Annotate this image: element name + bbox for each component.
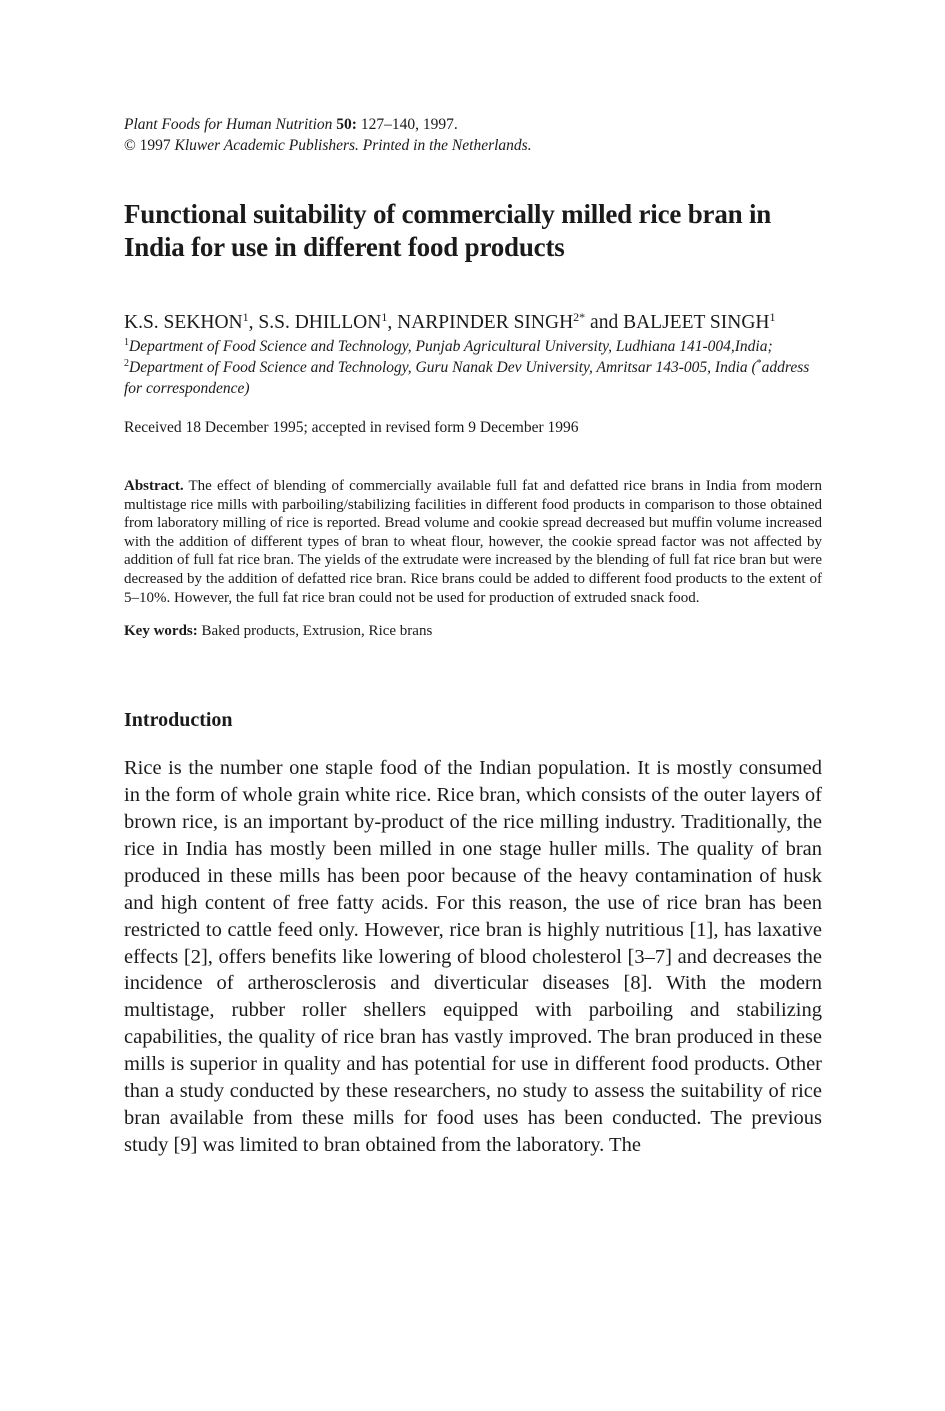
correspondence-mark: * <box>756 358 762 369</box>
abstract-text: The effect of blending of commercially available full fat and defatted rice brans in India from modern multistage rice mills with parboiling/stabilizing facilities in different food products in comparison to those obtained from laboratory milling of rice is reported. Bread volume and cookie spread decreased but muffin volume increased with the addition of different types of bran to wheat flour, however, the cookie spread factor was not affected by addition of full fat rice bran. The yields of the extrudate were increased by the blending of full fat rice bran but were decreased by the addition of defatted rice bran. Rice brans could be added to different food products to the extent of 5–10%. However, the full fat rice bran could not be used for production of extruded snack food. <box>124 478 822 606</box>
introduction-paragraph: Rice is the number one staple food of the Indian population. It is mostly consumed in the form of whole grain white rice. Rice bran, which consists of the outer layers of brown rice, is an important by-product of the rice milling industry. Traditionally, the rice in India has mostly been milled in one stage huller mills. The quality of bran produced in these mills has been poor because of the heavy contamination of husk and high content of free fatty acids. For this reason, the use of rice bran has been restricted to cattle feed only. However, rice bran is highly nutritious [1], has laxative effects [2], offers benefits like lowering of blood cholesterol [3–7] and decreases the incidence of artherosclerosis and diverticular diseases [8]. With the modern multistage, rubber roller shellers equipped with parboiling and stabilizing capabilities, the quality of rice bran has vastly improved. The bran produced in these mills is superior in quality and has potential for use in different food products. Other than a study conducted by these researchers, no study to assess the suitability of rice bran available from these mills for food uses has been conducted. The previous study [9] was limited to bran obtained from the laboratory. The <box>124 757 822 1156</box>
keywords-label: Key words: <box>124 623 198 640</box>
author-name: K.S. SEKHON <box>124 312 243 333</box>
affil-text: Department of Food Science and Technology, Guru Nanak Dev University, Amritsar 143-005, India ( <box>129 359 757 376</box>
affil-mark: 1 <box>124 337 129 348</box>
abstract <box>124 477 822 607</box>
author-name: , S.S. DHILLON <box>248 312 382 333</box>
affil-text: address for correspondence) <box>124 359 810 397</box>
author-list <box>124 310 822 335</box>
journal-name: Plant Foods for Human Nutrition <box>124 116 333 133</box>
journal-header <box>124 114 822 156</box>
journal-citation <box>124 114 822 135</box>
copyright-line <box>124 135 822 156</box>
journal-pages-year: 127–140, 1997. <box>356 116 458 133</box>
article-title: Functional suitability of commercially milled rice bran in India for use in different food products <box>124 199 772 262</box>
paper-page <box>124 114 822 1159</box>
keywords <box>124 622 822 641</box>
author-name: and BALJEET SINGH <box>585 312 770 333</box>
keywords-text: Baked products, Extrusion, Rice brans <box>197 623 433 640</box>
author-affil-mark: 2* <box>573 310 586 324</box>
affil-mark: 2 <box>124 358 129 369</box>
author-affil-mark: 1 <box>769 310 776 324</box>
abstract-label: Abstract. <box>124 478 184 494</box>
author-affil-mark: 1 <box>381 310 388 324</box>
author-affil-mark: 1 <box>242 310 249 324</box>
introduction-heading: Introduction <box>124 709 233 732</box>
affiliations <box>124 336 822 399</box>
received-dates: Received 18 December 1995; accepted in revised form 9 December 1996 <box>124 419 579 436</box>
author-name: , NARPINDER SINGH <box>387 312 574 333</box>
journal-volume: 50: <box>336 116 357 133</box>
copyright-symbol: © 1997 <box>124 137 175 154</box>
publisher: Kluwer Academic Publishers. Printed in the Netherlands. <box>174 137 532 154</box>
affil-text: Department of Food Science and Technology, Punjab Agricultural University, Ludhiana 141-004,India; <box>129 338 773 355</box>
